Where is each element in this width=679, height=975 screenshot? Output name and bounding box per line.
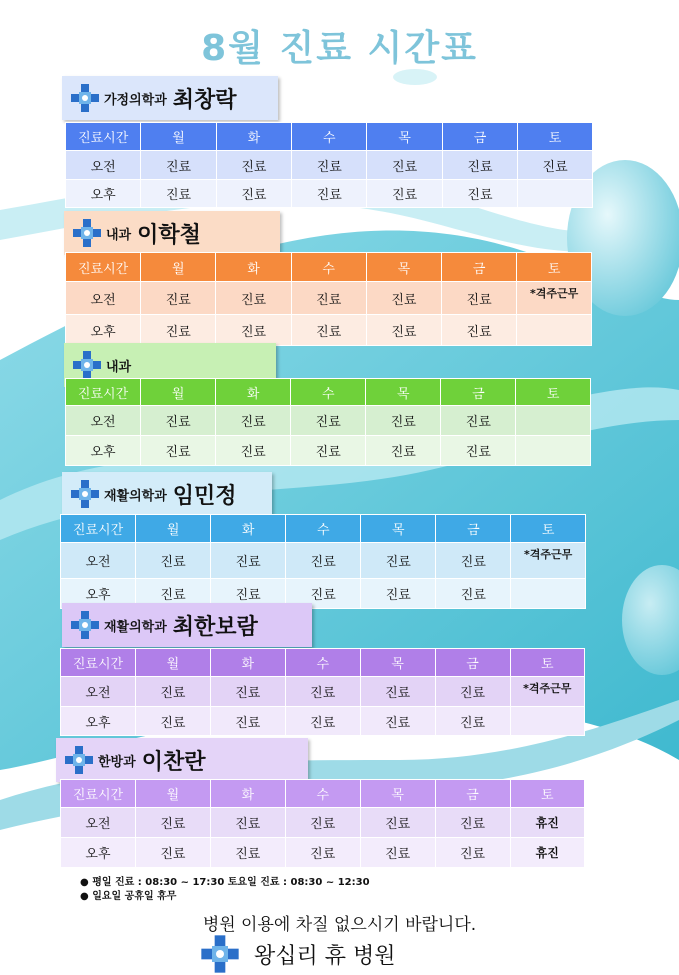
doctor-name: 최한보람 — [172, 614, 258, 640]
cell-label: 오전 — [61, 808, 136, 838]
header-fri: 금 — [435, 649, 510, 677]
cell-label: 오후 — [66, 315, 141, 346]
table-row — [61, 677, 585, 707]
cell-thu: 진료 — [360, 707, 435, 736]
section-tab — [62, 472, 272, 516]
cell-label: 오전 — [66, 282, 141, 315]
cell-fri: 진료 — [442, 315, 517, 346]
cell-tue: 진료 — [216, 436, 291, 466]
header-thu: 목 — [366, 253, 441, 282]
cell-label: 오후 — [61, 579, 136, 609]
hospital-name: 왕십리 휴 병원 — [254, 943, 396, 969]
doctor-name: 임민정 — [172, 483, 237, 509]
header-mon: 월 — [136, 515, 211, 543]
header-tue: 화 — [211, 515, 286, 543]
cell-mon: 진료 — [135, 838, 210, 868]
header-label: 진료시간 — [66, 123, 141, 151]
cell-wed: 진료 — [285, 808, 360, 838]
cell-mon: 진료 — [135, 707, 210, 736]
cell-thu: 진료 — [361, 543, 436, 579]
cell-mon: 진료 — [135, 677, 210, 707]
cell-sat: 휴진 — [510, 838, 584, 868]
holiday-note: ● 일요일 공휴일 휴무 — [80, 891, 177, 902]
cell-label: 오후 — [66, 180, 141, 208]
header-wed: 수 — [291, 253, 366, 282]
cell-sat: *격주근무 — [510, 677, 584, 707]
header-fri: 금 — [441, 379, 516, 406]
cell-wed: 진료 — [286, 579, 361, 609]
cell-tue: 진료 — [216, 180, 291, 208]
cell-tue: 진료 — [216, 282, 291, 315]
header-thu: 목 — [367, 123, 442, 151]
header-tue: 화 — [216, 379, 291, 406]
cell-label: 오후 — [66, 436, 141, 466]
cell-fri: 진료 — [441, 436, 516, 466]
hospital-logo-icon — [70, 83, 100, 113]
header-label: 진료시간 — [66, 379, 141, 406]
cell-fri: 진료 — [436, 543, 511, 579]
cell-thu: 진료 — [366, 282, 441, 315]
cell-sat — [516, 436, 591, 466]
header-label: 진료시간 — [61, 515, 136, 543]
hospital-logo-icon — [72, 350, 102, 380]
cell-fri: 진료 — [435, 707, 510, 736]
cell-thu: 진료 — [366, 315, 441, 346]
header-wed: 수 — [285, 780, 360, 808]
header-wed: 수 — [285, 649, 360, 677]
cell-sat — [518, 180, 593, 208]
department-name: 재활의학과 — [104, 488, 167, 504]
header-tue: 화 — [210, 649, 285, 677]
hospital-logo-icon — [70, 479, 100, 509]
section-tab — [56, 738, 308, 782]
header-wed: 수 — [292, 123, 367, 151]
header-wed: 수 — [286, 515, 361, 543]
cell-sat: 진료 — [518, 151, 593, 180]
cell-tue: 진료 — [216, 315, 291, 346]
header-tue: 화 — [216, 123, 291, 151]
cell-wed: 진료 — [291, 406, 366, 436]
cell-fri: 진료 — [442, 151, 517, 180]
header-thu: 목 — [360, 649, 435, 677]
hospital-logo-icon — [200, 934, 240, 974]
cell-fri: 진료 — [442, 282, 517, 315]
header-mon: 월 — [141, 379, 216, 406]
cell-thu: 진료 — [367, 151, 442, 180]
cell-mon: 진료 — [141, 151, 216, 180]
hospital-logo-icon — [64, 745, 94, 775]
header-mon: 월 — [141, 253, 216, 282]
header-thu: 목 — [366, 379, 441, 406]
cell-fri: 진료 — [435, 838, 510, 868]
cell-sat: *격주근무 — [511, 543, 586, 579]
cell-fri: 진료 — [436, 579, 511, 609]
cell-wed: 진료 — [285, 838, 360, 868]
cell-mon: 진료 — [136, 579, 211, 609]
cell-thu: 진료 — [360, 808, 435, 838]
table-row — [61, 543, 586, 579]
header-label: 진료시간 — [61, 780, 136, 808]
table-row — [66, 282, 592, 315]
header-wed: 수 — [291, 379, 366, 406]
header-fri: 금 — [436, 515, 511, 543]
table-row — [66, 151, 593, 180]
cell-mon: 진료 — [135, 808, 210, 838]
cell-tue: 진료 — [211, 579, 286, 609]
cell-wed: 진료 — [291, 436, 366, 466]
header-label: 진료시간 — [66, 253, 141, 282]
cell-mon: 진료 — [141, 315, 216, 346]
header-sat: 토 — [511, 515, 586, 543]
hospital-footer — [200, 934, 396, 974]
cell-tue: 진료 — [210, 677, 285, 707]
cell-tue: 진료 — [210, 707, 285, 736]
cell-tue: 진료 — [216, 406, 291, 436]
schedule-table — [60, 648, 585, 736]
cell-thu: 진료 — [366, 436, 441, 466]
cell-sat — [517, 315, 592, 346]
table-row — [66, 406, 591, 436]
header-fri: 금 — [442, 253, 517, 282]
cell-label: 오전 — [66, 151, 141, 180]
doctor-name: 이학철 — [137, 222, 201, 248]
cell-fri: 진료 — [435, 677, 510, 707]
table-row — [66, 180, 593, 208]
cell-mon: 진료 — [141, 436, 216, 466]
cell-mon: 진료 — [141, 282, 216, 315]
header-label: 진료시간 — [61, 649, 136, 677]
cell-wed: 진료 — [285, 677, 360, 707]
header-mon: 월 — [141, 123, 216, 151]
header-mon: 월 — [135, 649, 210, 677]
header-thu: 목 — [360, 780, 435, 808]
cell-wed: 진료 — [285, 707, 360, 736]
cell-label: 오후 — [61, 838, 136, 868]
cell-thu: 진료 — [360, 677, 435, 707]
header-sat: 토 — [517, 253, 592, 282]
header-sat: 토 — [516, 379, 591, 406]
table-row — [61, 838, 585, 868]
cell-sat — [516, 406, 591, 436]
schedule-table — [65, 378, 591, 466]
header-mon: 월 — [135, 780, 210, 808]
header-fri: 금 — [435, 780, 510, 808]
hospital-logo-icon — [72, 218, 102, 248]
cell-tue: 진료 — [216, 151, 291, 180]
cell-mon: 진료 — [141, 406, 216, 436]
cell-fri: 진료 — [435, 808, 510, 838]
table-row — [61, 707, 585, 736]
cell-fri: 진료 — [441, 406, 516, 436]
cell-thu: 진료 — [367, 180, 442, 208]
hospital-logo-icon — [70, 610, 100, 640]
cell-wed: 진료 — [291, 282, 366, 315]
section-tab — [64, 211, 280, 255]
department-name: 한방과 — [98, 754, 136, 770]
department-name: 내과 — [106, 227, 132, 243]
header-tue: 화 — [210, 780, 285, 808]
doctor-name: 최창락 — [172, 87, 237, 113]
cell-wed: 진료 — [292, 151, 367, 180]
cell-sat: *격주근무 — [517, 282, 592, 315]
cell-thu: 진료 — [360, 838, 435, 868]
footer-message: 병원 이용에 차질 없으시기 바랍니다. — [202, 915, 477, 935]
cell-label: 오전 — [66, 406, 141, 436]
page-title: 8월 진료 시간표 — [201, 28, 478, 69]
cell-wed: 진료 — [286, 543, 361, 579]
header-fri: 금 — [442, 123, 517, 151]
schedule-table — [65, 252, 592, 346]
cell-label: 오전 — [61, 543, 136, 579]
cell-tue: 진료 — [210, 808, 285, 838]
section-tab — [62, 603, 312, 647]
cell-label: 오후 — [61, 707, 136, 736]
header-sat: 토 — [518, 123, 593, 151]
cell-sat — [511, 579, 586, 609]
weekday-hours-note: ● 평일 진료 : 08:30 ~ 17:30 토요일 진료 : 08:30 ~ 12:30 — [80, 877, 370, 888]
doctor-name: 이찬란 — [141, 749, 206, 775]
cell-mon: 진료 — [141, 180, 216, 208]
table-row — [66, 436, 591, 466]
header-sat: 토 — [510, 780, 584, 808]
header-thu: 목 — [361, 515, 436, 543]
cell-mon: 진료 — [136, 543, 211, 579]
schedule-table — [65, 122, 593, 208]
schedule-table — [60, 779, 585, 868]
cell-tue: 진료 — [211, 543, 286, 579]
cell-sat — [510, 707, 584, 736]
header-sat: 토 — [510, 649, 584, 677]
table-row — [61, 808, 585, 838]
department-name: 재활의학과 — [104, 619, 167, 635]
cell-label: 오전 — [61, 677, 136, 707]
department-name: 내과 — [106, 359, 132, 375]
cell-thu: 진료 — [366, 406, 441, 436]
cell-sat: 휴진 — [510, 808, 584, 838]
cell-tue: 진료 — [210, 838, 285, 868]
schedule-table — [60, 514, 586, 609]
department-name: 가정의학과 — [104, 92, 167, 108]
cell-fri: 진료 — [442, 180, 517, 208]
header-tue: 화 — [216, 253, 291, 282]
table-row — [66, 315, 592, 346]
cell-thu: 진료 — [361, 579, 436, 609]
cell-wed: 진료 — [292, 180, 367, 208]
cell-wed: 진료 — [291, 315, 366, 346]
section-tab — [62, 76, 278, 120]
